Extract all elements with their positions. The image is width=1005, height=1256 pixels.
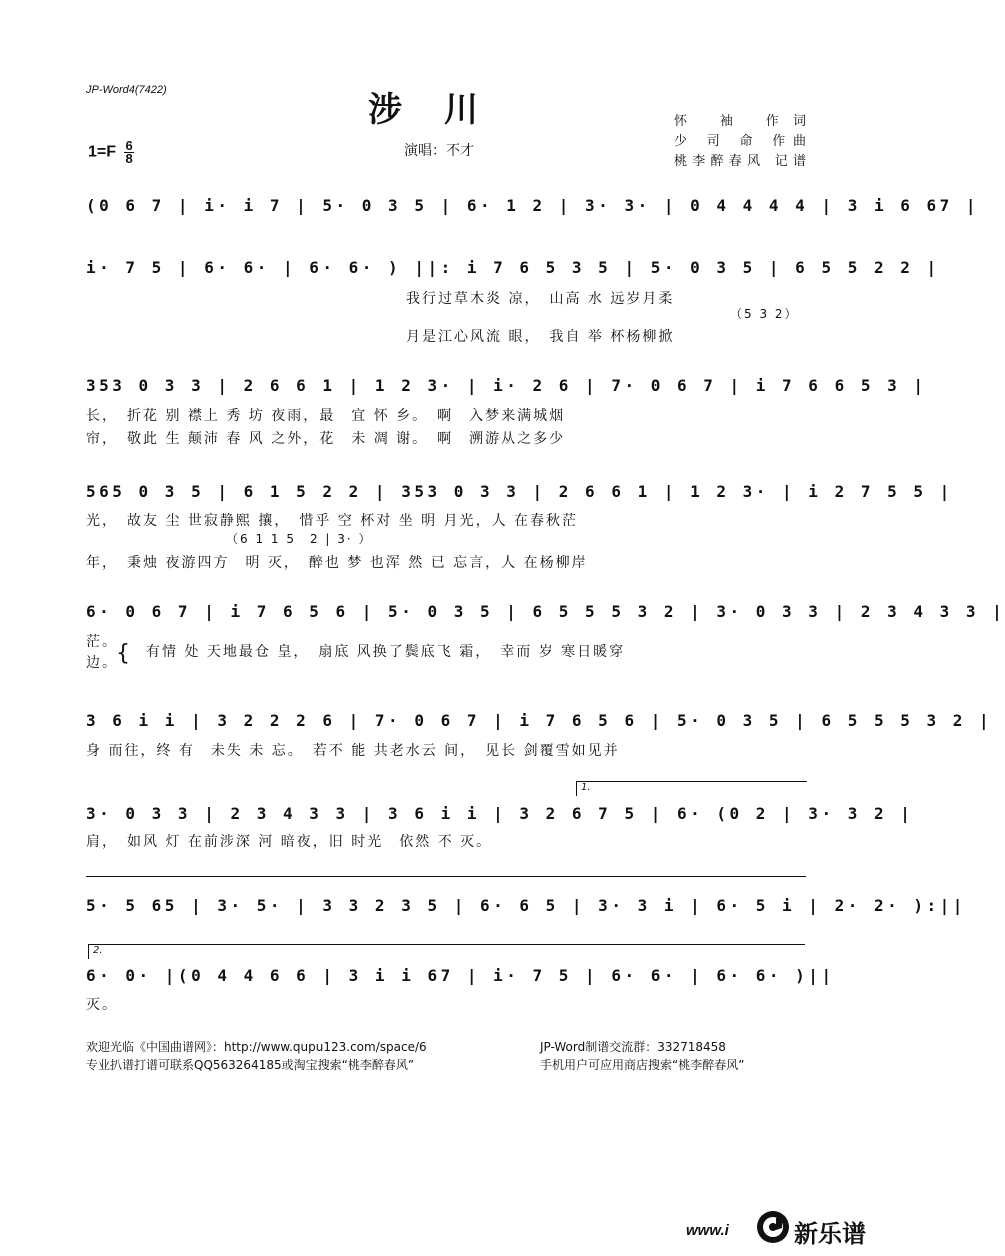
lyric-alt-notes: （5 3 2） (730, 307, 799, 321)
footer-website: 欢迎光临《中国曲谱网》：http://www.qupu123.com/space/6 (86, 1040, 427, 1054)
watermark-brand: 新乐谱 (794, 1220, 866, 1248)
volta-continuation (86, 876, 806, 877)
footer-group: JP-Word制谱交流群：332718458 (540, 1040, 726, 1054)
lyric-line: 边。 (86, 655, 118, 671)
volta-first: 1. (576, 781, 807, 796)
watermark-url: www.i (686, 1222, 729, 1239)
lyric-line: 月是江心风流 眼， 我自 举 杯杨柳掀 (406, 329, 675, 345)
lyric-line: 有情 处 天地最仓 皇， 扇底 风换了鬓底飞 霜， 幸而 岁 寒日暖穿 (146, 644, 626, 660)
lyric-line: 身 而往，终 有 未失 未 忘。 若不 能 共老水云 间， 见长 剑覆雪如见并 (86, 743, 620, 759)
lyric-line: 我行过草木炎 凉， 山高 水 远岁月柔 (406, 291, 675, 307)
time-signature-top: 6 (125, 138, 133, 153)
footer-app: 手机用户可应用商店搜索“桃李醉春风” (540, 1058, 745, 1072)
time-signature-bottom: 8 (125, 151, 133, 166)
volta-second: 2. (88, 944, 805, 959)
lyric-line: 光， 故友 尘 世寂静熙 攘， 惜乎 空 杯对 坐 明 月光，人 在春秋茫 (86, 513, 579, 529)
notation-line-5: 6· 0 6 7 | i 7 6 5 6 | 5· 0 3 5 | 6 5 5 5 3 2 | 3· 0 3 3 | 2 3 4 3 3 | (86, 602, 1005, 621)
notation-line-1: (0 6 7 | i· i 7 | 5· 0 3 5 | 6· 1 2 | 3· 3· | 0 4 4 4 4 | 3 i 6 67 | (86, 196, 980, 215)
singer-credit: 演唱：不才 (404, 143, 474, 159)
lyric-line: 肩， 如风 灯 在前涉深 河 暗夜，旧 时光 依然 不 灭。 (86, 834, 493, 850)
notation-line-2: i· 7 5 | 6· 6· | 6· 6· ) ||: i 7 6 5 3 5 | 5· 0 3 5 | 6 5 5 2 2 | (86, 258, 940, 277)
time-signature (124, 140, 133, 165)
page-title: 涉川 (368, 90, 520, 130)
lyric-line: 帘， 敬此 生 颠沛 春 风 之外，花 未 凋 谢。 啊 溯游从之多少 (86, 431, 566, 447)
composer-credit: 少 司 命 作曲 (674, 134, 806, 149)
lyric-line: 灭。 (86, 997, 118, 1013)
brace-symbol: { (116, 641, 132, 666)
notation-line-3: 353 0 3 3 | 2 6 6 1 | 1 2 3· | i· 2 6 | 7· 0 6 7 | i 7 6 6 5 3 | (86, 376, 927, 395)
transcriber-credit: 桃李醉春风 记谱 (674, 154, 806, 169)
software-label: JP-Word4(7422) (86, 84, 167, 96)
key-signature (88, 140, 134, 165)
music-disc-icon (756, 1210, 790, 1244)
notation-line-4: 565 0 3 5 | 6 1 5 2 2 | 353 0 3 3 | 2 6 6 1 | 1 2 3· | i 2 7 5 5 | (86, 482, 953, 501)
lyric-line: 年， 秉烛 夜游四方 明 灭， 醉也 梦 也浑 然 已 忘言，人 在杨柳岸 (86, 555, 588, 571)
notation-line-8: 5· 5 65 | 3· 5· | 3 3 2 3 5 | 6· 6 5 | 3· 3 i | 6· 5 i | 2· 2· ):|| (86, 896, 966, 915)
lyricist-credit: 怀 袖 作词 (674, 114, 806, 129)
lyric-alt-notes: （6 1 1 5 2 | 3· ） (226, 532, 373, 546)
footer-contact: 专业扒谱打谱可联系QQ563264185或淘宝搜索“桃李醉春风” (86, 1058, 415, 1072)
lyric-line: 长， 折花 别 襟上 秀 坊 夜雨，最 宜 怀 乡。 啊 入梦来满城烟 (86, 408, 566, 424)
lyric-line: 茫。 (86, 634, 118, 650)
notation-line-9: 6· 0· |(0 4 4 6 6 | 3 i i 67 | i· 7 5 | 6· 6· | 6· 6· )|| (86, 966, 835, 985)
key-label: 1=F (88, 143, 117, 161)
notation-line-7: 3· 0 3 3 | 2 3 4 3 3 | 3 6 i i | 3 2 6 7 5 | 6· (0 2 | 3· 3 2 | (86, 804, 914, 823)
notation-line-6: 3 6 i i | 3 2 2 2 6 | 7· 0 6 7 | i 7 6 5 6 | 5· 0 3 5 | 6 5 5 5 3 2 | (86, 711, 993, 730)
